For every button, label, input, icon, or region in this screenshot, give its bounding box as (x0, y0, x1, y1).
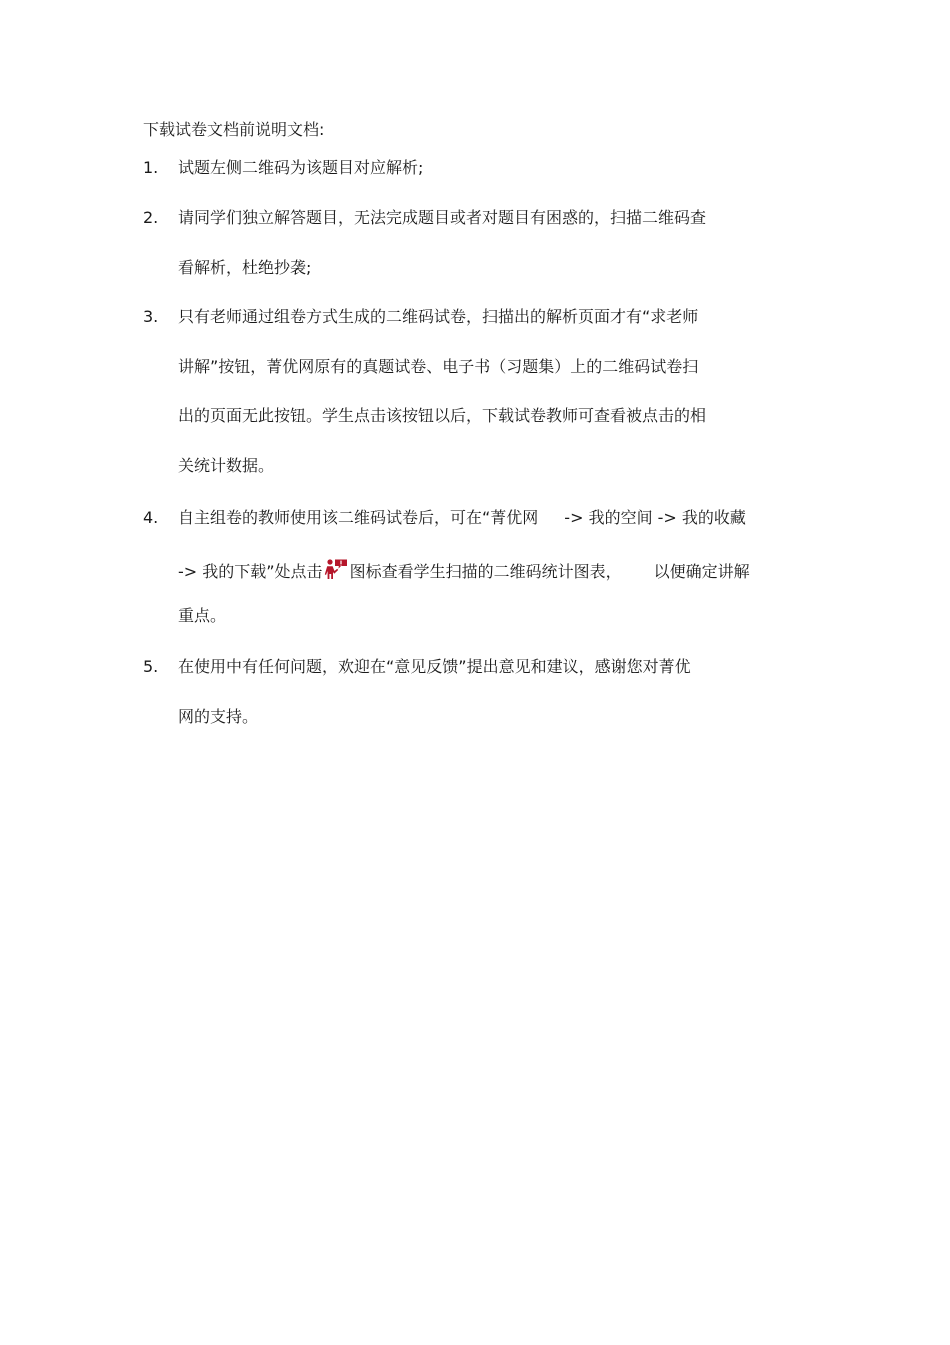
item-text: 自主组卷的教师使用该二维码试卷后，可在“菁优网 (178, 508, 539, 527)
item-text: 关统计数据。 (178, 456, 275, 475)
item-text: 图标查看学生扫描的二维码统计图表， (349, 562, 622, 581)
item-text-line (178, 557, 750, 583)
item-text: 只有老师通过组卷方式生成的二维码试卷，扫描出的解析页面才有“求老师 (178, 307, 699, 326)
item-text: -> 我的下载”处点击 (178, 562, 323, 581)
document-title: 下载试卷文档前说明文档: (143, 120, 325, 139)
item-text: 以便确定讲解 (653, 562, 750, 581)
teacher-explain-icon (324, 557, 348, 581)
item-text: 出的页面无此按钮。学生点击该按钮以后，下载试卷教师可查看被点击的相 (178, 406, 707, 425)
item-number: 5. (143, 657, 159, 676)
item-text: 重点。 (178, 606, 227, 625)
item-text: 试题左侧二维码为该题目对应解析; (178, 158, 424, 177)
item-text: 请同学们独立解答题目，无法完成题目或者对题目有困惑的，扫描二维码查 (178, 208, 707, 227)
item-text: 在使用中有任何问题，欢迎在“意见反馈”提出意见和建议，感谢您对菁优 (178, 657, 691, 676)
item-number: 4. (143, 508, 159, 527)
item-text: 讲解”按钮，菁优网原有的真题试卷、电子书（习题集）上的二维码试卷扫 (178, 357, 699, 376)
item-text-line (178, 507, 746, 529)
item-number: 1. (143, 158, 159, 177)
item-text: 看解析，杜绝抄袭; (178, 258, 312, 277)
item-text: 网的支持。 (178, 707, 259, 726)
item-number: 3. (143, 307, 159, 326)
item-text: -> 我的空间 -> 我的收藏 (564, 508, 746, 527)
item-number: 2. (143, 208, 159, 227)
